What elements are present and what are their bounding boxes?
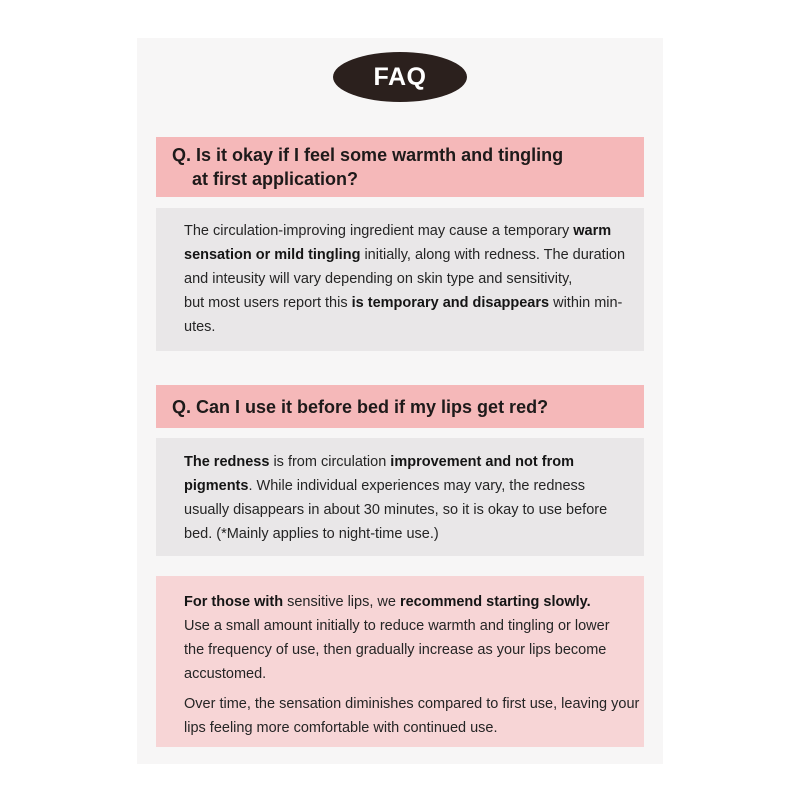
answer-2-emphasis: The redness	[184, 454, 270, 470]
answer-1-emphasis: sensation or mild tingling	[184, 247, 361, 263]
answer-1-line-1	[184, 219, 628, 243]
faq-badge-label: FAQ	[373, 62, 427, 91]
note-emphasis: recommend starting slowly.	[399, 594, 591, 610]
answer-1-line-3: and inteusity will vary depending on skin type and sensitivity,	[184, 271, 573, 287]
answer-2-line-4: bed. (*Mainly applies to night-time use.)	[184, 526, 439, 542]
note-emphasis: For those with	[184, 594, 284, 610]
answer-2-emphasis: pigments	[184, 478, 249, 494]
answer-2-line-1	[184, 450, 628, 474]
answer-1-text: but most users report this	[184, 295, 352, 311]
question-1-line-1: Q. Is it okay if I feel some warmth and tingling	[172, 145, 564, 165]
answer-1-line-5: utes.	[184, 319, 216, 335]
faq-answer-1	[156, 208, 644, 351]
answer-2-text: . While individual experiences may vary, the redness	[248, 478, 586, 494]
note-line-2: Use a small amount initially to reduce warmth and tingling or lower	[184, 618, 610, 634]
note-paragraph-2-line-1: Over time, the sensation diminishes compared to first use, leaving your	[184, 696, 640, 712]
note-line-1	[184, 590, 628, 614]
answer-1-emphasis: warm	[573, 223, 612, 239]
answer-2-line-3: usually disappears in about 30 minutes, so it is okay to use before	[184, 502, 608, 518]
question-1-line-2: at first application?	[192, 169, 359, 189]
question-2-line-1: Q. Can I use it before bed if my lips get red?	[172, 396, 549, 417]
answer-1-text: initially, along with redness. The duration	[360, 247, 626, 263]
answer-2-line-2	[184, 474, 628, 498]
answer-1-line-2	[184, 243, 628, 267]
answer-1-emphasis: is temporary and disappears	[351, 295, 550, 311]
answer-1-line-4	[184, 291, 628, 315]
answer-1-text: within min-	[549, 295, 623, 311]
faq-badge	[333, 52, 467, 102]
faq-question-1	[156, 137, 644, 197]
note-line-4: accustomed.	[184, 666, 267, 682]
note-paragraph-2-line-2: lips feeling more comfortable with continued use.	[184, 720, 498, 736]
faq-answer-2	[156, 438, 644, 556]
answer-2-text: is from circulation	[269, 454, 391, 470]
faq-question-2	[156, 385, 644, 428]
note-line-3: the frequency of use, then gradually increase as your lips become	[184, 642, 607, 658]
note-text: sensitive lips, we	[283, 594, 400, 610]
answer-1-text: The circulation-improving ingredient may cause a temporary	[184, 223, 574, 239]
sensitive-lips-note	[156, 576, 644, 747]
answer-2-emphasis: improvement and not from	[390, 454, 574, 470]
